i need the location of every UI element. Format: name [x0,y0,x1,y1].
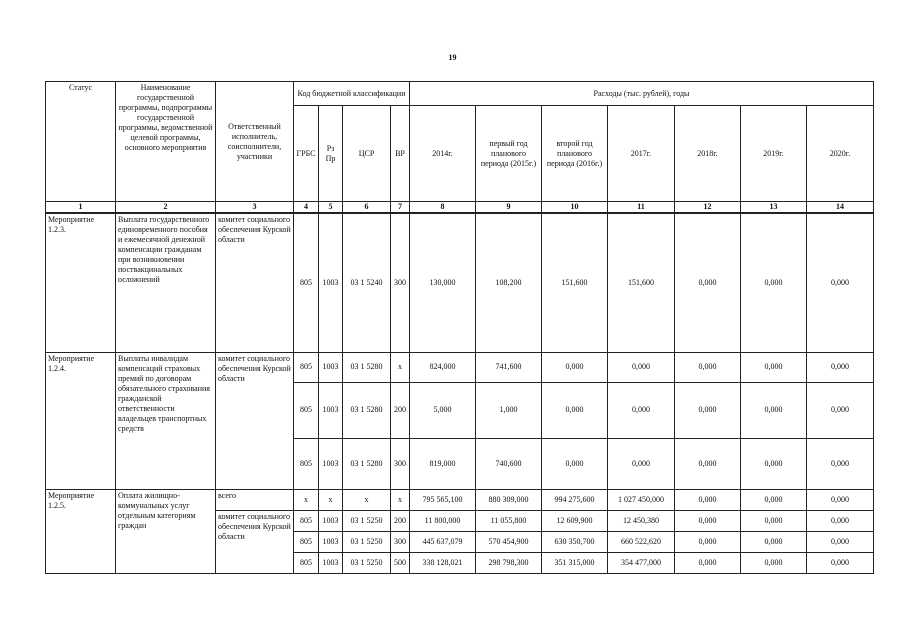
value-2019: 0,000 [741,382,807,438]
value-2018: 0,000 [675,352,741,382]
grbs-cell: 805 [294,213,319,352]
value-2016: 0,000 [542,438,608,489]
csr-cell: 03 1 5280 [343,438,391,489]
table-row [46,352,874,382]
col-index: 4 [294,202,319,214]
csr-cell: 03 1 5250 [343,510,391,531]
rzpr-cell: 1003 [319,382,343,438]
value-2017: 12 450,380 [608,510,675,531]
name-cell: Выплаты инвалидам компенсаций страховых премий по договорам обязательного страхования гражданской ответственности владельцев транспортных средств [116,352,216,489]
col-index: 14 [807,202,874,214]
value-2020: 0,000 [807,213,874,352]
rzpr-cell: 1003 [319,352,343,382]
csr-cell: 03 1 5250 [343,552,391,573]
col-index: 12 [675,202,741,214]
value-2019: 0,000 [741,352,807,382]
col-index: 9 [476,202,542,214]
grbs-cell: 805 [294,552,319,573]
rzpr-cell: 1003 [319,510,343,531]
grbs-cell: 805 [294,531,319,552]
value-2018: 0,000 [675,382,741,438]
value-2020: 0,000 [807,531,874,552]
status-cell: Мероприятие 1.2.3. [46,213,116,352]
column-index-row [46,202,874,214]
col-index: 7 [391,202,410,214]
value-2015: 1,000 [476,382,542,438]
value-2017: 1 027 450,000 [608,489,675,510]
vr-cell: 300 [391,531,410,552]
status-cell: Мероприятие 1.2.4. [46,352,116,489]
header-2014: 2014г. [410,106,476,202]
value-2017: 151,600 [608,213,675,352]
vr-cell: 500 [391,552,410,573]
responsible-cell: комитет социального обеспечения Курской области [216,352,294,489]
value-2015: 740,600 [476,438,542,489]
header-2020: 2020г. [807,106,874,202]
value-2016: 351 315,000 [542,552,608,573]
value-2014: 824,000 [410,352,476,382]
header-grbs: ГРБС [294,106,319,202]
csr-cell: 03 1 5250 [343,531,391,552]
value-2014: 130,000 [410,213,476,352]
col-index: 1 [46,202,116,214]
col-index: 10 [542,202,608,214]
rzpr-cell: 1003 [319,213,343,352]
value-2015: 570 454,900 [476,531,542,552]
vr-cell: 300 [391,213,410,352]
table-row [46,213,874,352]
value-2019: 0,000 [741,552,807,573]
header-status: Статус [46,82,116,202]
value-2018: 0,000 [675,213,741,352]
value-2018: 0,000 [675,510,741,531]
value-2019: 0,000 [741,531,807,552]
value-2018: 0,000 [675,531,741,552]
col-index: 13 [741,202,807,214]
value-2019: 0,000 [741,438,807,489]
value-2014: 5,000 [410,382,476,438]
value-2015: 108,200 [476,213,542,352]
value-2016: 994 275,600 [542,489,608,510]
responsible-cell: комитет социального обеспечения Курской области [216,213,294,352]
value-2017: 0,000 [608,352,675,382]
header-expenses-group: Расходы (тыс. рублей), годы [410,82,874,106]
col-index: 2 [116,202,216,214]
budget-table [45,81,874,574]
vr-cell: х [391,352,410,382]
rzpr-cell: х [319,489,343,510]
header-responsible: Ответственный исполнитель, соисполнители, участники [216,82,294,202]
value-2018: 0,000 [675,438,741,489]
value-2017: 660 522,620 [608,531,675,552]
page-number: 19 [448,53,457,62]
responsible-cell: комитет социального обеспечения Курской области [216,510,294,573]
table-row [46,489,874,510]
rzpr-cell: 1003 [319,552,343,573]
name-cell: Выплата государственного единовременного пособия и ежемесячной денежной компенсации гражданам при возникновении поствакцинальных осложнений [116,213,216,352]
col-index: 11 [608,202,675,214]
vr-cell: 200 [391,382,410,438]
grbs-cell: 805 [294,510,319,531]
grbs-cell: х [294,489,319,510]
vr-cell: 200 [391,510,410,531]
value-2014: 338 128,021 [410,552,476,573]
value-2020: 0,000 [807,489,874,510]
header-2019: 2019г. [741,106,807,202]
csr-cell: 03 1 5280 [343,352,391,382]
value-2016: 0,000 [542,382,608,438]
value-2014: 11 800,000 [410,510,476,531]
value-2020: 0,000 [807,352,874,382]
col-index: 3 [216,202,294,214]
value-2015: 298 798,300 [476,552,542,573]
vr-cell: х [391,489,410,510]
col-index: 6 [343,202,391,214]
value-2019: 0,000 [741,489,807,510]
value-2016: 12 609,900 [542,510,608,531]
name-cell: Оплата жилищно-коммунальных услуг отдельным категориям граждан [116,489,216,573]
header-2017: 2017г. [608,106,675,202]
value-2020: 0,000 [807,552,874,573]
value-2015: 11 055,800 [476,510,542,531]
value-2016: 0,000 [542,352,608,382]
header-csr: ЦСР [343,106,391,202]
rzpr-cell: 1003 [319,438,343,489]
header-rzpr: Рз Пр [319,106,343,202]
value-2014: 819,000 [410,438,476,489]
value-2016: 630 350,700 [542,531,608,552]
value-2017: 0,000 [608,382,675,438]
grbs-cell: 805 [294,352,319,382]
header-code-group: Код бюджетной классификации [294,82,410,106]
csr-cell: 03 1 5240 [343,213,391,352]
header-name: Наименование государственной программы, подпрограммы государственной программы, ведомственной целевой программы, основного мероприятия [116,82,216,202]
value-2017: 0,000 [608,438,675,489]
value-2016: 151,600 [542,213,608,352]
value-2014: 445 637,079 [410,531,476,552]
value-2015: 741,600 [476,352,542,382]
grbs-cell: 805 [294,382,319,438]
vr-cell: 300 [391,438,410,489]
responsible-total-cell: всего [216,489,294,510]
csr-cell: 03 1 5280 [343,382,391,438]
status-cell: Мероприятие 1.2.5. [46,489,116,573]
value-2019: 0,000 [741,510,807,531]
value-2020: 0,000 [807,438,874,489]
value-2015: 880 309,000 [476,489,542,510]
value-2014: 795 565,100 [410,489,476,510]
col-index: 8 [410,202,476,214]
header-2018: 2018г. [675,106,741,202]
value-2018: 0,000 [675,489,741,510]
header-2015: первый год планового периода (2015г.) [476,106,542,202]
header-2016: второй год планового периода (2016г.) [542,106,608,202]
rzpr-cell: 1003 [319,531,343,552]
header-vr: ВР [391,106,410,202]
col-index: 5 [319,202,343,214]
value-2017: 354 477,000 [608,552,675,573]
value-2019: 0,000 [741,213,807,352]
value-2018: 0,000 [675,552,741,573]
csr-cell: х [343,489,391,510]
value-2020: 0,000 [807,382,874,438]
value-2020: 0,000 [807,510,874,531]
grbs-cell: 805 [294,438,319,489]
